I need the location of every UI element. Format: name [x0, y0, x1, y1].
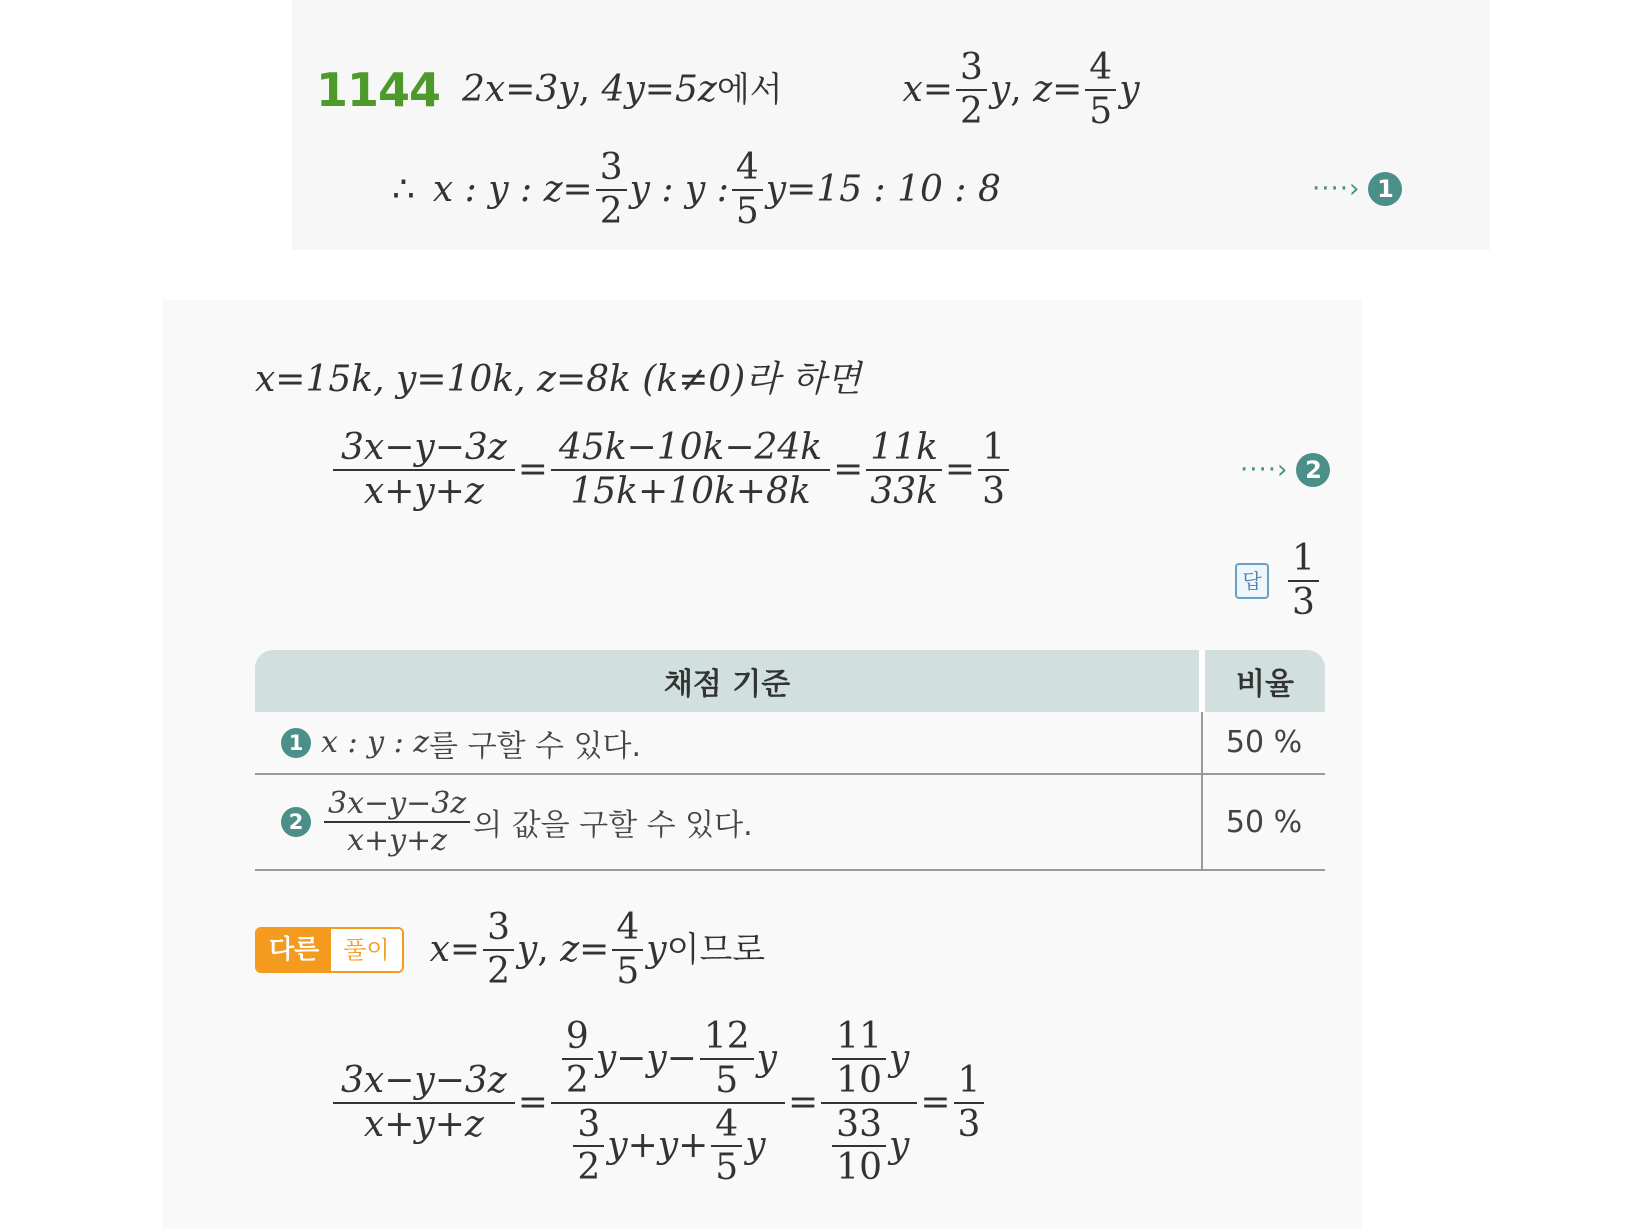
- ratio-value: 50 %: [1202, 774, 1325, 870]
- header-ratio: 비율: [1202, 650, 1325, 712]
- result-fraction: $\frac{1}{3}$: [978, 429, 1009, 511]
- alt-equation: $\frac{3x-y-3z}{x+y+z}$ = $\frac{9}{2}$ y−y− $\frac{12}{5}$ y $\frac{3}{2}$ y+y+ $\frac{4}{5}$ y = $\frac{11}{10}$ y $\frac{33}{10}$ y = $\frac{1}{3}$: [330, 1010, 987, 1195]
- therefore-symbol: ∴: [392, 169, 415, 210]
- derived-x-label: x=: [902, 69, 953, 110]
- ratio-line: ∴ x : y : z= $\frac{3}{2}$ y : y : $\frac{4}{5}$ y=15 : 10 : 8: [392, 147, 1001, 232]
- derived-x-fraction: $\frac{3}{2}$: [956, 49, 987, 131]
- answer: [1235, 540, 1322, 622]
- step-marker-2: ····› 2: [1240, 453, 1330, 487]
- header-criteria: 채점 기준: [255, 650, 1202, 712]
- derived-z-label: z=: [1033, 69, 1083, 110]
- ratio-fraction-2: $\frac{4}{5}$: [732, 149, 763, 231]
- derived-z-fraction: $\frac{4}{5}$: [1085, 49, 1116, 131]
- table-row: 1 x : y : z 를 구할 수 있다. 50 %: [255, 712, 1325, 774]
- alt-result-fraction: $\frac{1}{3}$: [954, 1062, 985, 1144]
- substituted-fraction: $\frac{45k-10k-24k}{15k+10k+8k}$: [551, 429, 830, 511]
- problem-line-1: 1144 2x=3y , 4y=5z 에서 x= $\frac{3}{2}$ y , z= $\frac{4}{5}$ y: [316, 47, 1140, 132]
- lhs-fraction: $\frac{3x-y-3z}{x+y+z}$: [333, 429, 515, 511]
- alt-lhs-fraction: $\frac{3x-y-3z}{x+y+z}$: [333, 1062, 515, 1144]
- ratio-value: 50 %: [1202, 712, 1325, 774]
- ratio-result: y=15 : 10 : 8: [765, 169, 1001, 210]
- table-row: 2 $\frac{3x-y-3z}{x+y+z}$ 의 값을 구할 수 있다. 50 %: [255, 774, 1325, 870]
- given-suffix: 에서: [716, 70, 783, 110]
- step-marker-1: ····› 1: [1312, 172, 1402, 206]
- simplified-fraction: $\frac{11k}{33k}$: [866, 429, 942, 511]
- step-1-icon: 1: [1368, 172, 1402, 206]
- criterion-2-fraction: $\frac{3x-y-3z}{x+y+z}$: [324, 788, 470, 857]
- grading-table: [255, 650, 1325, 871]
- step-2-icon: 2: [1296, 453, 1330, 487]
- alt-solution-badge: 다른 풀이: [255, 927, 404, 973]
- alt-compound-fraction: $\frac{9}{2}$ y−y− $\frac{12}{5}$ y $\frac{3}{2}$ y+y+ $\frac{4}{5}$ y: [551, 1018, 785, 1187]
- given-eq-1: 2x=3y: [462, 69, 579, 110]
- solution-equation: $\frac{3x-y-3z}{x+y+z}$ = $\frac{45k-10k-24k}{15k+10k+8k}$ = $\frac{11k}{33k}$ = $\frac{1}{3}$: [330, 425, 1012, 515]
- answer-icon: 답: [1235, 563, 1269, 599]
- criterion-1-icon: 1: [281, 728, 311, 758]
- criterion-2-icon: 2: [281, 807, 311, 837]
- given-eq-2: 4y=5z: [601, 69, 717, 110]
- ratio-fraction-1: $\frac{3}{2}$: [596, 149, 627, 231]
- answer-fraction: $\frac{1}{3}$: [1288, 540, 1319, 622]
- alt-intro: 다른 풀이 x= $\frac{3}{2}$ y , z= $\frac{4}{5}$ y 이므로: [255, 910, 765, 990]
- set-k-line: x=15k, y=10k, z=8k (k≠0)라 하면: [255, 359, 862, 400]
- problem-number: 1144: [316, 63, 441, 117]
- alt-mid-fraction: $\frac{11}{10}$ y $\frac{33}{10}$ y: [821, 1018, 917, 1187]
